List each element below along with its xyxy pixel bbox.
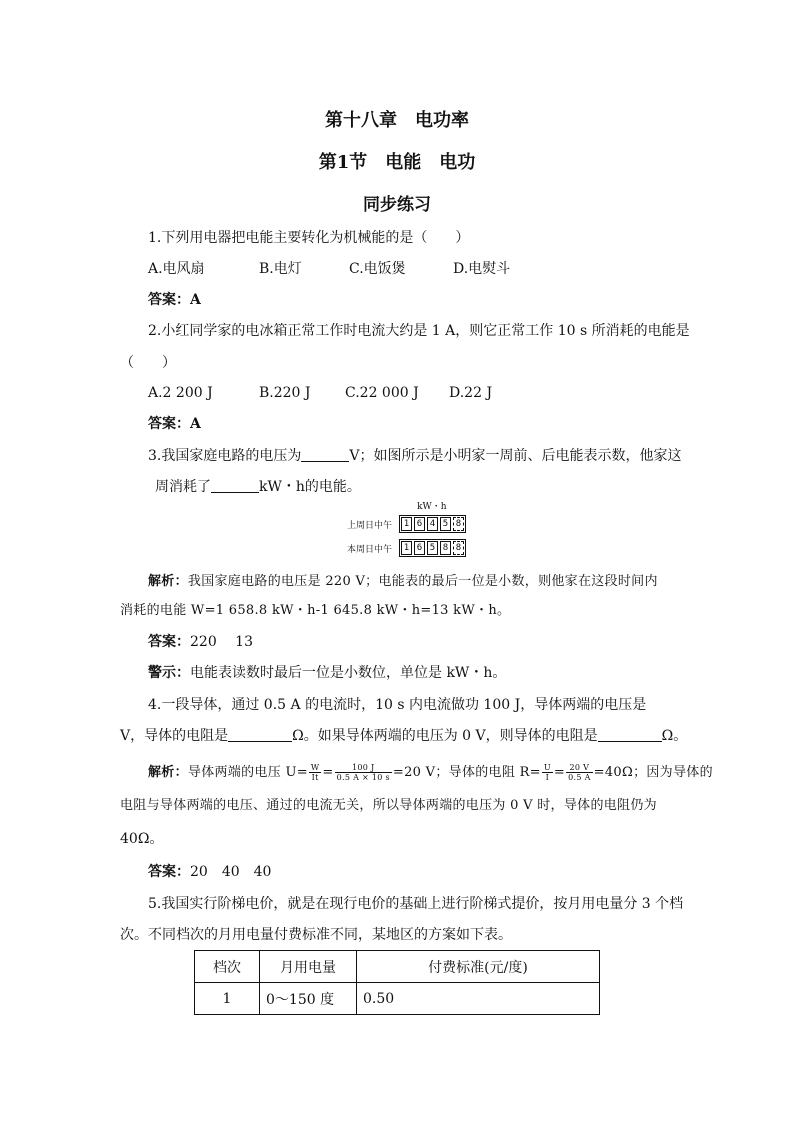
q1-answer-label: 答案：: [148, 292, 190, 308]
meter-row-label: 上周日中午: [347, 520, 393, 531]
q3-note-text: 电能表读数时最后一位是小数位，单位是 kW・h。: [190, 665, 507, 681]
q4-solution-line2: 电阻与导体两端的电压、通过的电流无关，所以导体两端的电压为 0 V 时，导体的电阻仍为: [120, 798, 657, 813]
meter-digit: 4: [427, 517, 438, 531]
q4-solution-c: =40Ω；因为导体的: [593, 765, 713, 780]
q3-stem-2a: 周消耗了: [155, 479, 211, 495]
q4-answer: [148, 862, 271, 882]
q2-option-d: D.22 J: [449, 385, 493, 401]
q1-option-b: B.电灯: [259, 261, 302, 277]
table-header-cell: 月用电量: [260, 951, 357, 983]
q2-option-c: C.22 000 J: [345, 385, 419, 401]
meter-row-this-week: [347, 539, 466, 557]
q4-solution-a: 导体两端的电压 U=: [187, 765, 308, 780]
q4-solution-line3: 40Ω。: [120, 831, 164, 847]
frac-numerator: 100 J: [335, 763, 392, 773]
q2-answer: [148, 414, 201, 434]
q2-option-a: A.2 200 J: [148, 385, 213, 401]
q3-stem-line2: [155, 477, 361, 497]
frac-numerator: W: [310, 763, 320, 772]
meter-digit: 1: [401, 517, 412, 531]
table-cell: 1: [195, 983, 260, 1015]
q4-blank-resistance-zero: [598, 727, 662, 742]
frac-denominator: I: [545, 773, 550, 782]
q3-solution-line1: [148, 572, 658, 592]
q3-blank-voltage: [301, 447, 349, 462]
meter-row-last-week: [347, 515, 466, 533]
frac-numerator: U: [543, 763, 551, 772]
q4-answer-label: 答案：: [148, 864, 190, 880]
q2-stem-line2: （ ）: [120, 355, 176, 371]
meter-digit: 8: [440, 541, 451, 555]
q4-stem-2c: Ω。: [661, 728, 688, 744]
q1-option-d: D.电熨斗: [453, 261, 511, 277]
q2-answer-value: A: [190, 416, 201, 432]
table-header-cell: 付费标准(元/度): [357, 951, 600, 983]
q3-blank-energy: [211, 478, 259, 493]
meter-digit: 6: [414, 541, 425, 555]
practice-title: 同步练习: [363, 195, 431, 215]
fraction-values: [335, 763, 392, 782]
q3-answer-label: 答案：: [148, 634, 190, 650]
meter-digits: [399, 539, 466, 557]
q3-stem-2b: kW・h的电能。: [259, 479, 361, 495]
q3-stem-line1: [148, 446, 681, 466]
table-cell: 0.50: [357, 983, 600, 1015]
q4-stem-2b: Ω。如果导体两端的电压为 0 V，则导体的电阻是: [292, 728, 598, 744]
energy-meter-figure: [347, 499, 472, 563]
q3-solution-text1: 我国家庭电路的电压是 220 V；电能表的最后一位是小数，则他家在这段时间内: [187, 574, 658, 589]
section-title: 第1节 电能 电功: [318, 152, 476, 173]
q4-answer-value: 20 40 40: [190, 864, 272, 880]
fraction-w-over-it: [309, 763, 322, 782]
q3-note: [148, 663, 506, 683]
q3-note-label: 警示：: [148, 665, 190, 681]
q4-stem-line1: 4.一段导体，通过 0.5 A 的电流时，10 s 内电流做功 100 J，导体两端的电压是: [148, 697, 647, 713]
pricing-table: [194, 950, 600, 1015]
frac-denominator: It: [311, 773, 319, 782]
meter-decimal-digit: 8: [453, 541, 464, 555]
q4-blank-resistance: [228, 727, 292, 742]
meter-digit: 5: [427, 541, 438, 555]
q3-solution-line2: 消耗的电能 W=1 658.8 kW・h-1 645.8 kW・h=13 kW・h。: [120, 603, 511, 618]
fraction-u-over-i: [542, 763, 553, 782]
q2-option-b: B.220 J: [259, 385, 311, 401]
q2-stem-line1: 2.小红同学家的电冰箱正常工作时电流大约是 1 A，则它正常工作 10 s 所消耗的电能是: [148, 323, 690, 339]
table-cell: 0～150 度: [260, 983, 357, 1015]
q4-solution-line1: 解析：导体两端的电压 U= $\frac{W}{It}$ = $\frac{100 J}{0.5 A \times 10 s}$ =20 V；导体的电阻 R= $\frac{U}{I}$ = $\frac{20 V}{0.5 A}$ =40Ω；因为导体的: [148, 763, 713, 782]
q1-answer: [148, 290, 201, 310]
q3-answer-value: 220 13: [190, 634, 253, 650]
table-header-row: [195, 951, 600, 983]
q1-stem: 1.下列用电器把电能主要转化为机械能的是（ ）: [148, 230, 470, 246]
frac-denominator: 0.5 A: [568, 773, 591, 782]
meter-digits: [399, 515, 466, 533]
q4-stem-line2: [120, 726, 687, 746]
q5-stem-line1: 5.我国实行阶梯电价，就是在现行电价的基础上进行阶梯式提价，按月用电量分 3 个档: [148, 896, 684, 912]
q1-option-a: A.电风扇: [148, 261, 205, 277]
q3-stem-1a: 3.我国家庭电路的电压为: [148, 448, 302, 464]
q4-solution-label: 解析：: [148, 765, 188, 780]
frac-numerator: 20 V: [566, 763, 593, 773]
meter-digit: 6: [414, 517, 425, 531]
meter-row-label: 本周日中午: [347, 544, 393, 555]
meter-decimal-digit: 8: [453, 517, 464, 531]
q2-answer-label: 答案：: [148, 416, 190, 432]
fraction-values-2: [566, 763, 593, 782]
q4-solution-b: =20 V；导体的电阻 R=: [392, 765, 541, 780]
chapter-title: 第十八章 电功率: [325, 110, 469, 131]
table-header-cell: 档次: [195, 951, 260, 983]
meter-digit: 1: [401, 541, 412, 555]
meter-unit: kW・h: [417, 502, 447, 512]
q3-solution-label: 解析：: [148, 574, 188, 589]
q1-option-c: C.电饭煲: [349, 261, 406, 277]
q3-stem-1b: V；如图所示是小明家一周前、后电能表示数，他家这: [349, 448, 682, 464]
frac-denominator: 0.5 A × 10 s: [336, 773, 390, 782]
q3-answer: [148, 632, 253, 652]
q1-answer-value: A: [190, 292, 201, 308]
meter-digit: 5: [440, 517, 451, 531]
table-row: [195, 983, 600, 1015]
q5-stem-line2: 次。不同档次的月用电量付费标准不同，某地区的方案如下表。: [120, 927, 512, 943]
q4-stem-2a: V，导体的电阻是: [120, 728, 229, 744]
